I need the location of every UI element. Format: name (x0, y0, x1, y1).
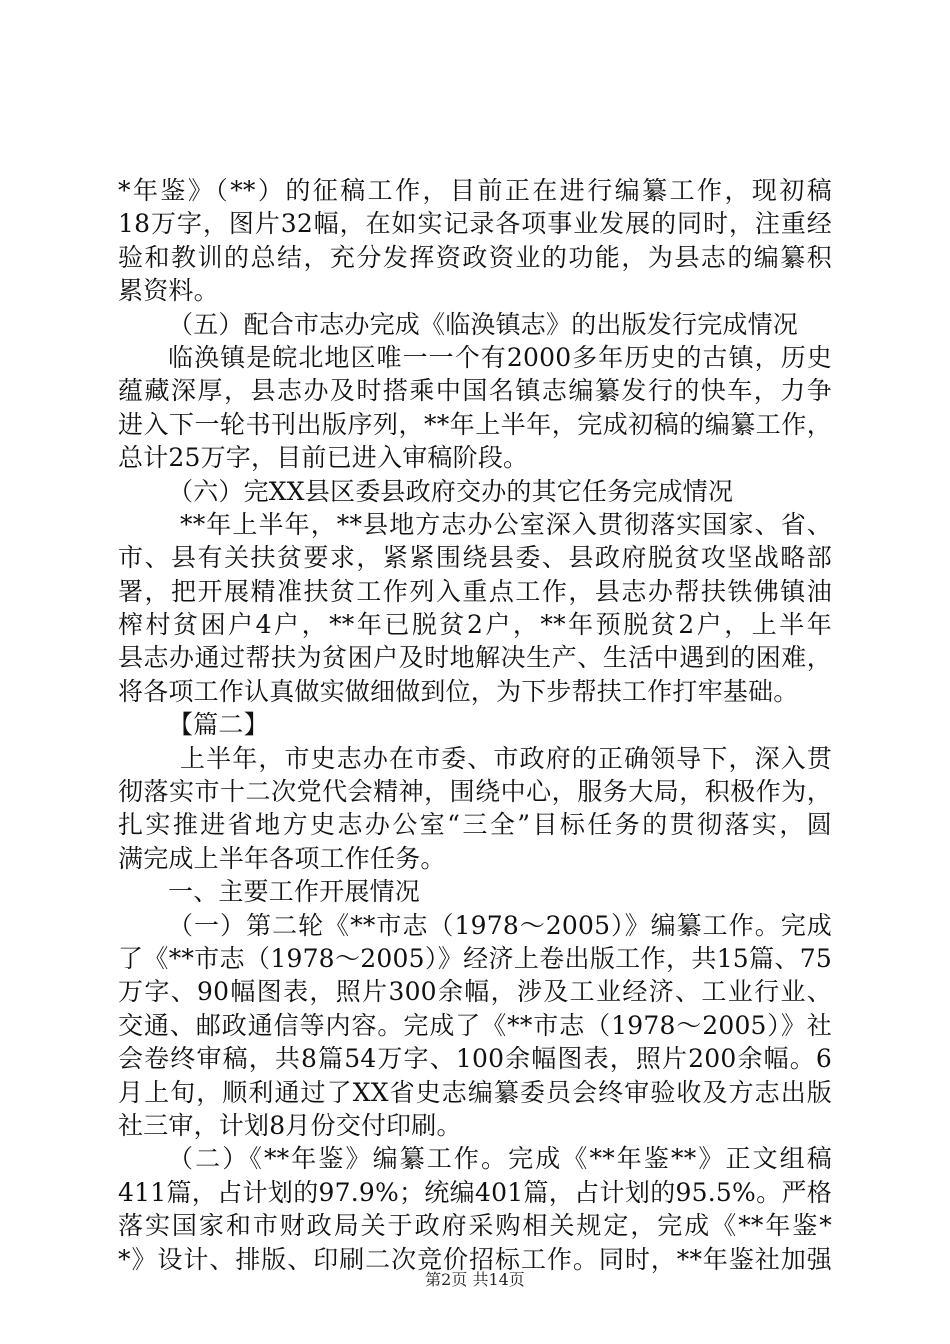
text-line: **年上半年，**县地方志办公室深入贯彻落实国家、省、 (180, 509, 832, 539)
part-heading: 【篇二】 (168, 710, 269, 740)
text-line: 交通、邮政通信等内容。完成了《**市志（1978～2005）》社 (118, 1010, 832, 1040)
section-heading: （五）配合市志办完成《临涣镇志》的出版发行完成情况 (168, 309, 799, 339)
text-line: （二）《**年鉴》编纂工作。完成《**年鉴**》正文组稿 (168, 1144, 832, 1174)
text-line: 蕴藏深厚，县志办及时搭乘中国名镇志编纂发行的快车，力争 (118, 376, 832, 406)
text-line: 县志办通过帮扶为贫困户及时地解决生产、生活中遇到的困难， (118, 643, 832, 673)
text-line: 累资料。 (118, 276, 219, 306)
text-line: 扎实推进省地方史志办公室“三全”目标任务的贯彻落实，圆 (118, 810, 832, 840)
text-line: 上半年，市史志办在市委、市政府的正确领导下，深入贯 (180, 743, 832, 773)
text-line: 万字、90幅图表，照片300余幅，涉及工业经济、工业行业、 (118, 977, 832, 1007)
text-line: 满完成上半年各项工作任务。 (118, 843, 446, 873)
text-line: 临涣镇是皖北地区唯一一个有2000多年历史的古镇，历史 (168, 342, 832, 372)
page-number-footer: 第2页 共14页 (425, 1270, 525, 1289)
text-line: 了《**市志（1978～2005）》经济上卷出版工作，共15篇、75 (118, 943, 832, 973)
text-line: 榨村贫困户4户，**年已脱贫2户，**年预脱贫2户，上半年 (118, 610, 832, 640)
document-body (118, 174, 832, 1276)
text-line: 社三审，计划8月份交付印刷。 (118, 1110, 462, 1140)
text-line: 会卷终审稿，共8篇54万字、100余幅图表，照片200余幅。6 (118, 1044, 832, 1074)
text-line: 18万字，图片32幅，在如实记录各项事业发展的同时，注重经 (118, 209, 832, 239)
section-heading: 一、主要工作开展情况 (168, 877, 421, 907)
text-line: 月上旬，顺利通过了XX省史志编纂委员会终审验收及方志出版 (118, 1077, 832, 1107)
text-line: （一）第二轮《**市志（1978～2005）》编纂工作。完成 (168, 910, 832, 940)
text-line: 验和教训的总结，充分发挥资政资业的功能，为县志的编纂积 (118, 242, 832, 272)
section-heading: （六）完XX县区委县政府交办的其它任务完成情况 (168, 476, 734, 506)
text-line: 将各项工作认真做实做细做到位，为下步帮扶工作打牢基础。 (118, 676, 799, 706)
text-line: 彻落实市十二次党代会精神，围绕中心，服务大局，积极作为， (118, 777, 832, 807)
text-line: *》设计、排版、印刷二次竞价招标工作。同时，**年鉴社加强 (118, 1244, 832, 1274)
text-line: 市、县有关扶贫要求，紧紧围绕县委、县政府脱贫攻坚战略部 (118, 543, 832, 573)
text-line: 落实国家和市财政局关于政府采购相关规定，完成《**年鉴* (118, 1211, 832, 1241)
text-line: 411篇，占计划的97.9%；统编401篇，占计划的95.5%。严格 (118, 1177, 832, 1207)
text-line: *年鉴》（**）的征稿工作，目前正在进行编纂工作，现初稿 (118, 176, 832, 205)
text-line: 署，把开展精准扶贫工作列入重点工作，县志办帮扶铁佛镇油 (118, 576, 832, 606)
text-line: 总计25万字，目前已进入审稿阶段。 (118, 443, 529, 473)
text-line: 进入下一轮书刊出版序列，**年上半年，完成初稿的编纂工作， (118, 409, 832, 439)
